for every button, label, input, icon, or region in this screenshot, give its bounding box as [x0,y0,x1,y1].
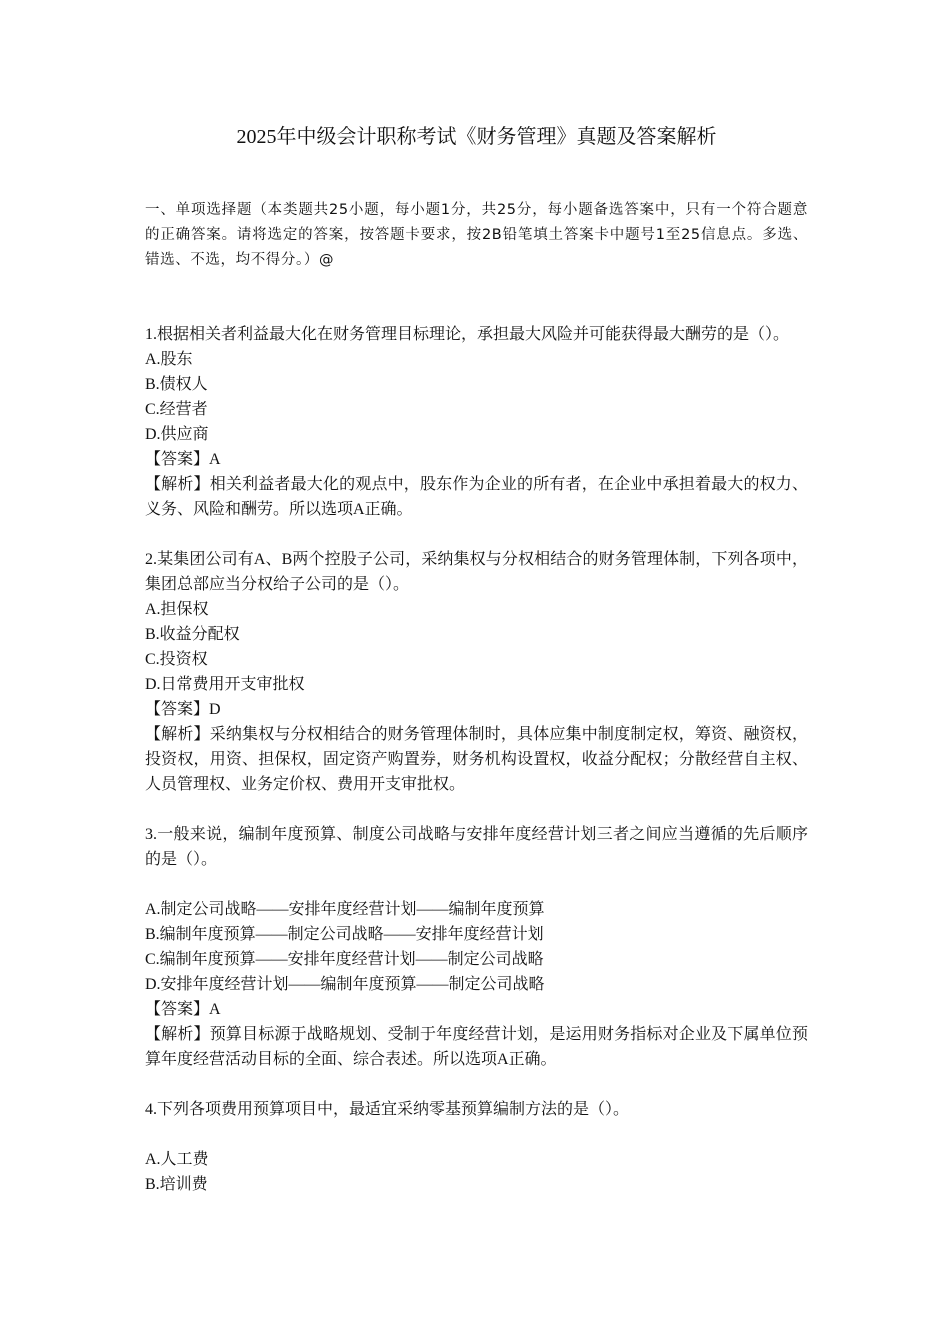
option-a: A.制定公司战略——安排年度经营计划——编制年度预算 [145,901,545,918]
option-d: D.安排年度经营计划——编制年度预算——制定公司战略 [145,976,545,993]
option-d: D.供应商 [145,426,209,443]
explanation: 【解析】采纳集权与分权相结合的财务管理体制时，具体应集中制度制定权，筹资、融资权，投资权，用资、担保权，固定资产购置券，财务机构设置权，收益分配权；分散经营自主权、人员管理权、业务定价权、费用开支审批权。 [145,726,808,793]
option-a: A.担保权 [145,601,209,618]
option-c: C.编制年度预算——安排年度经营计划——制定公司战略 [145,951,544,968]
question-stem: 4.下列各项费用预算项目中，最适宜采纳零基预算编制方法的是（）。 [145,1101,630,1118]
option-b: B.债权人 [145,376,208,393]
question-4 [145,1097,808,1197]
option-a: A.人工费 [145,1151,209,1168]
blank-line [145,872,808,897]
option-d: D.日常费用开支审批权 [145,676,305,693]
document-title: 2025年中级会计职称考试《财务管理》真题及答案解析 [236,126,717,148]
question-stem: 1.根据相关者利益最大化在财务管理目标理论，承担最大风险并可能获得最大酬劳的是（）。 [145,326,790,343]
option-b: B.编制年度预算——制定公司战略——安排年度经营计划 [145,926,544,943]
question-stem: 2.某集团公司有A、B两个控股子公司，采纳集权与分权相结合的财务管理体制，下列各项中，集团总部应当分权给子公司的是（）。 [145,551,808,593]
explanation: 【解析】预算目标源于战略规划、受制于年度经营计划，是运用财务指标对企业及下属单位预算年度经营活动目标的全面、综合表述。所以选项A正确。 [145,1026,808,1068]
option-b: B.收益分配权 [145,626,240,643]
blank-line [145,1122,808,1147]
question-list [145,322,808,1222]
question-1 [145,322,808,522]
question-stem: 3.一般来说，编制年度预算、制度公司战略与安排年度经营计划三者之间应当遵循的先后顺序的是（）。 [145,826,808,868]
option-c: C.经营者 [145,401,208,418]
answer: 【答案】D [145,701,221,718]
option-b: B.培训费 [145,1176,208,1193]
question-3 [145,822,808,1072]
option-a: A.股东 [145,351,193,368]
answer: 【答案】A [145,1001,221,1018]
section-intro: 一、单项选择题（本类题共25小题，每小题1分，共25分，每小题备选答案中，只有一个符合题意的正确答案。请将选定的答案，按答题卡要求，按2B铅笔填土答案卡中题号1至25信息点。多选、错选、不选，均不得分。）@ [145,202,808,268]
option-c: C.投资权 [145,651,208,668]
question-2 [145,547,808,797]
answer: 【答案】A [145,451,221,468]
explanation: 【解析】相关利益者最大化的观点中，股东作为企业的所有者，在企业中承担着最大的权力、义务、风险和酬劳。所以选项A正确。 [145,476,808,518]
